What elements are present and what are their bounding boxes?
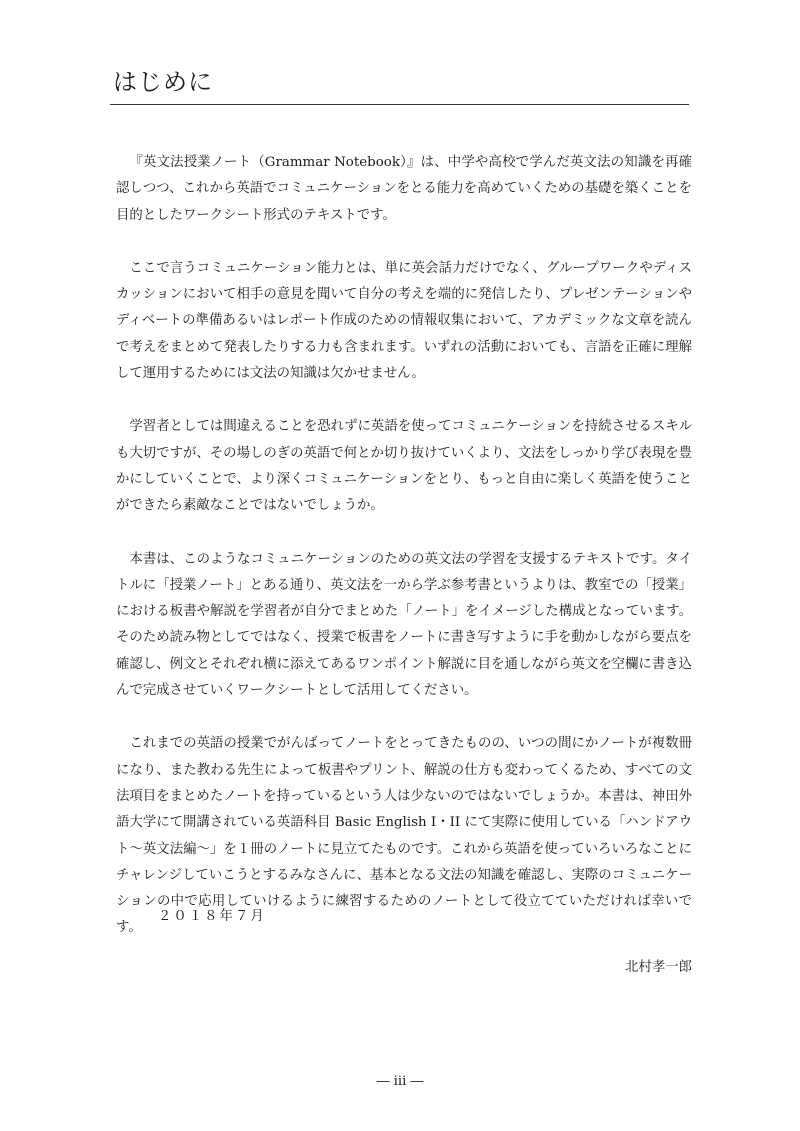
paragraph-2: ここで言うコミュニケーション能力とは、単に英会話力だけでなく、グループワークやディスカッションにおいて相手の意見を聞いて自分の考えを端的に発信したり、プレゼンテーションやディベートの準備あるいはレポート作成のための情報収集において、アカデミックな文章を読んで考えをまとめて発表したりする力も含まれます。いずれの活動においても、言語を正確に理解して運用するためには文法の知識は欠かせません。: [116, 260, 692, 382]
paragraph-1: 『英文法授業ノート（Grammar Notebook）』は、中学や高校で学んだ英文法の知識を再確認しつつ、これから英語でコミュニケーションをとる能力を高めていくための基礎を築くことを目的としたワークシート形式のテキストです。: [116, 155, 692, 223]
page-title: はじめに: [113, 68, 213, 96]
author-signature: 北村孝一郎: [625, 960, 692, 975]
date-line: ２０１８年７月: [158, 909, 266, 924]
preface-body: [116, 150, 692, 969]
paragraph-5: これまでの英語の授業でがんばってノートをとってきたものの、いつの間にかノートが複数冊になり、また教わる先生によって板書やプリント、解説の仕方も変わってくるため、すべての文法項目をまとめたノートを持っているという人は少ないのではないでしょうか。本書は、神田外語大学にて開講されている英語科目 Basic English I・II にて実際に使用している「ハンドアウト～英文法編～」を１冊のノートに見立てたものです。これから英語を使っていろいろなことにチャレンジしていこうとするみなさんに、基本となる文法の知識を確認し、実際のコミュニケーションの中で応用していけるように練習するためのノートとして役立てていただければ幸いです。: [116, 736, 692, 936]
page-number: ― iii ―: [376, 1074, 424, 1089]
title-underline: [110, 104, 689, 105]
paragraph-3: 学習者としては間違えることを恐れずに英語を使ってコミュニケーションを持続させるスキルも大切ですが、その場しのぎの英語で何とか切り抜けていくより、文法をしっかり学び表現を豊かにしていくことで、より深くコミュニケーションをとり、もっと自由に楽しく英語を使うことができたら素敵なことではないでしょうか。: [116, 419, 692, 514]
paragraph-4: 本書は、このようなコミュニケーションのための英文法の学習を支援するテキストです。タイトルに「授業ノート」とある通り、英文法を一から学ぶ参考書というよりは、教室での「授業」における板書や解説を学習者が自分でまとめた「ノート」をイメージした構成となっています。そのため読み物としてではなく、授業で板書をノートに書き写すように手を動かしながら要点を確認し、例文とそれぞれ横に添えてあるワンポイント解説に目を通しながら英文を空欄に書き込んで完成させていくワークシートとして活用してください。: [116, 551, 692, 699]
